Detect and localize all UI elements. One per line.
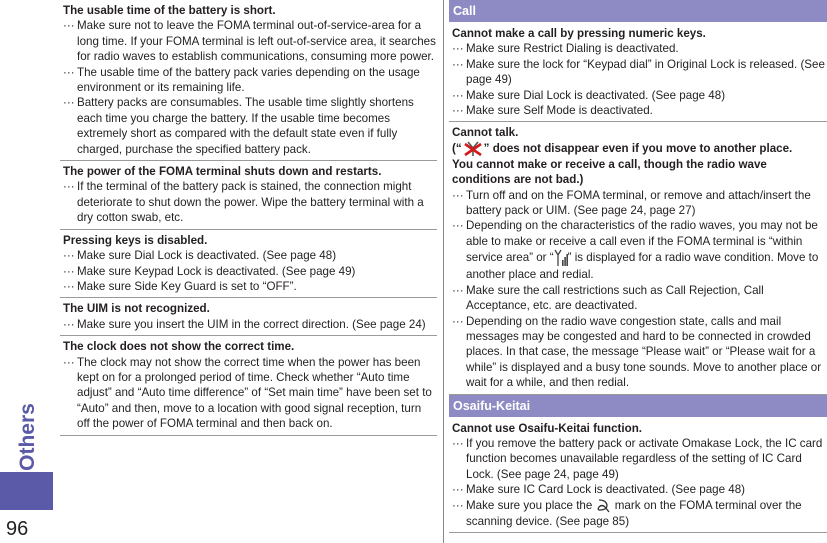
side-tab-label-box bbox=[13, 402, 43, 472]
entry-keys-disabled bbox=[60, 230, 437, 299]
entry-title: The power of the FOMA terminal shuts down and restarts. bbox=[63, 165, 382, 179]
entry-item: ··· The usable time of the battery pack varies depending on the usage environment or its remaining life. bbox=[63, 65, 420, 95]
entry-numeric-keys bbox=[449, 23, 827, 122]
entry-battery-short bbox=[60, 0, 437, 161]
entry-item: ··· Make sure Restrict Dialing is deactivated. bbox=[452, 42, 679, 56]
entry-title: Pressing keys is disabled. bbox=[63, 233, 208, 247]
entry-item: ··· If the terminal of the battery pack is stained, the connection might deteriorate to shut down the power. Wipe the battery terminal with a dry cotton swab, etc. bbox=[63, 180, 424, 225]
leader-dots: ··· bbox=[452, 436, 464, 450]
entry-title: Cannot use Osaifu-Keitai function. bbox=[452, 421, 643, 435]
entry-clock bbox=[60, 336, 437, 435]
entry-osaifu bbox=[449, 418, 827, 533]
entry-item: ··· The clock may not show the correct time when the power has been kept on for a prolonged period of time. Check whether “Auto time adjust” and “Auto time difference” of “Set main time” have been set to “Auto” and then, move to a location with good signal reception, turn off the power of FOMA terminal and then back on. bbox=[63, 355, 432, 431]
entry-item: ··· Depending on the radio wave congestion state, calls and mail messages may be congested and hard to be connected in crowded places. In that case, the message “Please wait” or “Please wait for a while” is displayed and a busy tone sounds. Move to another place or wait for a while, and then redial. bbox=[452, 314, 822, 390]
antenna-signal-icon bbox=[554, 249, 568, 267]
entry-uim bbox=[60, 298, 437, 336]
leader-dots: ··· bbox=[63, 19, 75, 33]
left-column bbox=[60, 0, 437, 436]
leader-dots: ··· bbox=[452, 219, 464, 233]
entry-item: ··· Make sure Dial Lock is deactivated. (See page 48) bbox=[452, 88, 726, 102]
leader-dots: ··· bbox=[63, 180, 75, 194]
entry-cannot-talk bbox=[449, 122, 827, 394]
entry-title: You cannot make or receive a call, though the radio wave conditions are not bad.) bbox=[452, 157, 767, 187]
entry-item: ··· Make sure IC Card Lock is deactivated. (See page 48) bbox=[452, 483, 746, 497]
entry-title-with-icon: (“ ” does not disappear even if you move to another place. bbox=[452, 141, 793, 155]
leader-dots: ··· bbox=[452, 42, 464, 56]
leader-dots: ··· bbox=[452, 57, 464, 71]
leader-dots: ··· bbox=[63, 65, 75, 79]
entry-item: ··· Make sure you insert the UIM in the correct direction. (See page 24) bbox=[63, 317, 426, 331]
leader-dots: ··· bbox=[63, 317, 75, 331]
leader-dots: ··· bbox=[63, 249, 75, 263]
felica-mark-icon bbox=[596, 498, 612, 514]
section-heading-osaifu: Osaifu-Keitai bbox=[449, 395, 827, 417]
leader-dots: ··· bbox=[452, 314, 464, 328]
entry-power-restart bbox=[60, 161, 437, 230]
entry-title: Cannot make a call by pressing numeric keys. bbox=[452, 27, 706, 40]
page-number: 96 bbox=[6, 518, 29, 540]
right-column bbox=[449, 0, 827, 533]
leader-dots: ··· bbox=[452, 283, 464, 297]
leader-dots: ··· bbox=[63, 355, 75, 369]
entry-title: The UIM is not recognized. bbox=[63, 302, 210, 316]
entry-item: ··· Make sure Keypad Lock is deactivated. (See page 49) bbox=[63, 264, 356, 278]
entry-item: ··· Battery packs are consumables. The usable time slightly shortens each time you charge the battery. If the usable time becomes extremely short as compared with the default state even if fully charged, purchase the specified battery pack. bbox=[63, 96, 414, 156]
entry-item: ··· Make sure you place the mark on the FOMA terminal over the scanning device. (See page 85) bbox=[452, 498, 802, 528]
leader-dots: ··· bbox=[452, 483, 464, 497]
entry-item: ··· Make sure Side Key Guard is set to “OFF”. bbox=[63, 279, 297, 293]
leader-dots: ··· bbox=[452, 104, 464, 118]
leader-dots: ··· bbox=[63, 264, 75, 278]
entry-item: ··· Make sure Self Mode is deactivated. bbox=[452, 104, 653, 118]
leader-dots: ··· bbox=[63, 279, 75, 293]
section-heading-call: Call bbox=[449, 0, 827, 22]
column-divider bbox=[443, 0, 444, 543]
entry-item: ··· Make sure Dial Lock is deactivated. (See page 48) bbox=[63, 249, 337, 263]
entry-title: The clock does not show the correct time. bbox=[63, 340, 295, 354]
entry-item: ··· Make sure not to leave the FOMA terminal out-of-service-area for a long time. If your FOMA terminal is left out-of-service area, it searches for radio waves to establish communications, consuming more power. bbox=[63, 19, 436, 64]
leader-dots: ··· bbox=[452, 88, 464, 102]
leader-dots: ··· bbox=[452, 498, 464, 512]
side-tab-label: Others bbox=[16, 403, 39, 471]
entry-title: The usable time of the battery is short. bbox=[63, 4, 276, 17]
entry-item: ··· Depending on the characteristics of the radio waves, you may not be able to make or receive a call even if the FOMA terminal is “within service area” or “ ” is displayed for a radio wave condition. Move to another place and redial. bbox=[452, 219, 819, 282]
leader-dots: ··· bbox=[63, 96, 75, 110]
entry-item: ··· Turn off and on the FOMA terminal, or remove and attach/insert the battery pack or UIM. (See page 24, page 27) bbox=[452, 188, 811, 218]
entry-item: ··· If you remove the battery pack or activate Omakase Lock, the IC card function becomes unavailable regardless of the setting of IC Card Lock. (See page 24, page 49) bbox=[452, 436, 823, 481]
out-of-service-icon bbox=[462, 141, 484, 157]
entry-item: ··· Make sure the lock for “Keypad dial” in Original Lock is released. (See page 49) bbox=[452, 57, 825, 87]
entry-item: ··· Make sure the call restrictions such as Call Rejection, Call Acceptance, etc. are deactivated. bbox=[452, 283, 764, 313]
side-tab bbox=[0, 0, 53, 543]
leader-dots: ··· bbox=[452, 188, 464, 202]
entry-title: Cannot talk. bbox=[452, 126, 519, 140]
side-tab-block bbox=[0, 472, 53, 510]
